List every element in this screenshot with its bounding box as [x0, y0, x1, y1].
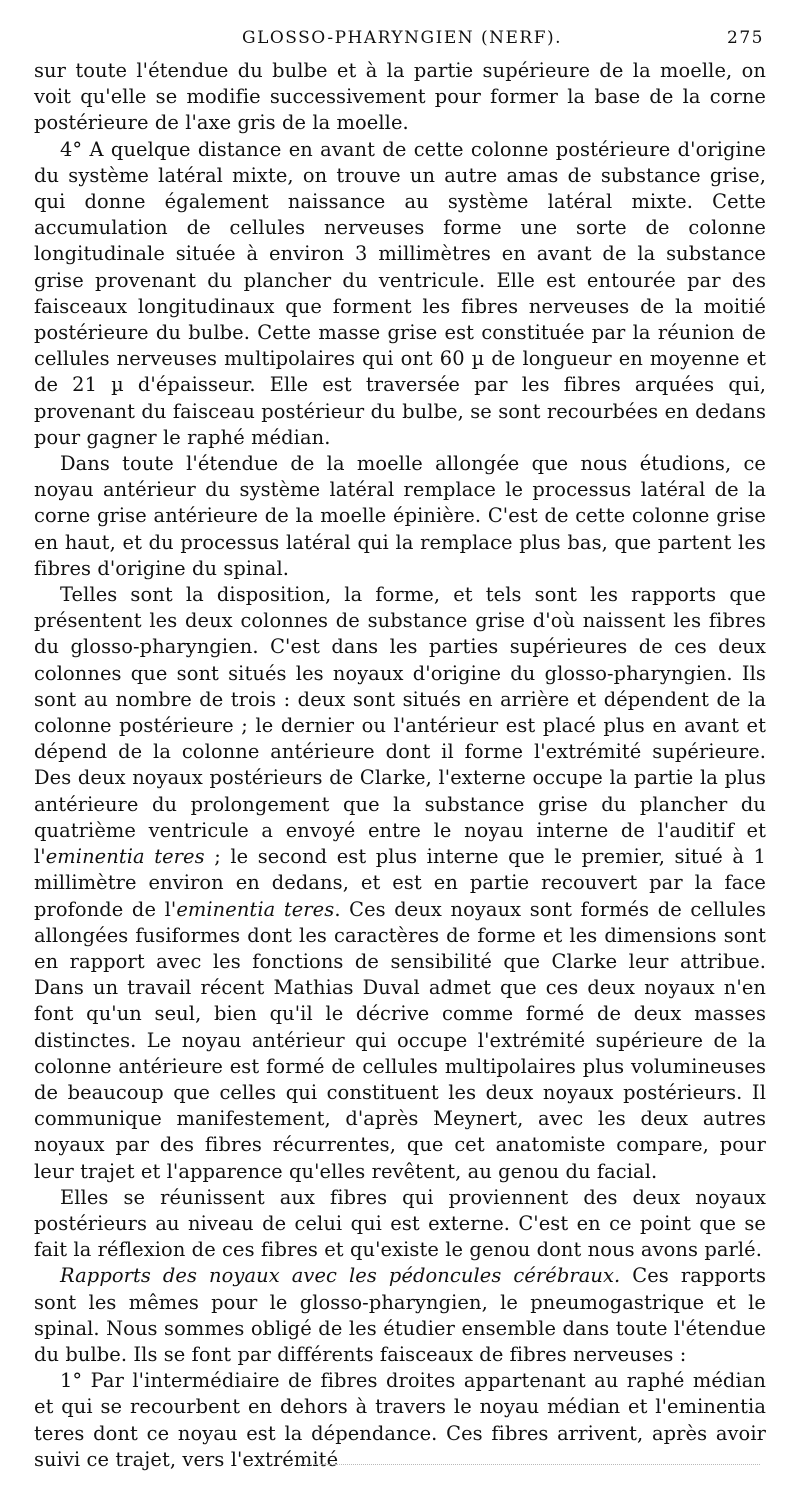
- bottom-dotted-rule: [300, 1464, 760, 1465]
- paragraph-4: [34, 582, 766, 1185]
- body-text: [34, 58, 766, 1473]
- paragraph-7: 1° Par l'intermédiaire de fibres droites appartenant au raphé médian et qui se recourbent en dehors à travers le noyau médian et l'eminentia teres dont ce noyau est la dépendance. Ces fibres arrivent, après avoir suivi ce trajet, vers l'extrémité: [34, 1369, 766, 1471]
- paragraph-4-part-2: ; le second est plus interne que le premier, situé à 1 millimètre environ en dedans, et est en partie recouvert par la face profonde de l': [34, 845, 766, 921]
- paragraph-4-part-1: Telles sont la disposition, la forme, et tels sont les rapports que présentent les deux colonnes de substance grise d'où naissent les fibres du glosso-pharyngien. C'est dans les parties supérieures de ces deux colonnes que sont situés les noyaux d'origine du glosso-pharyngien. Ils sont au nombre de trois : deux sont situés en arrière et dépendent de la colonne postérieure ; le dernier ou l'antérieur est placé plus en avant et dépend de la colonne antérieure dont il forme l'extrémité supérieure. Des deux noyaux postérieurs de Clarke, l'externe occupe la partie la plus antérieure du prolongement que la substance grise du plancher du quatrième ventricule a envoyé entre le noyau interne de l'auditif et l': [34, 583, 766, 869]
- paragraph-6-text: Ces rapports sont les mêmes pour le glosso-pharyngien, le pneumogastrique et le spinal. Nous sommes obligé de les étudier ensemble dans toute l'étendue du bulbe. Ils se font par différents faisceaux de fibres nerveuses :: [34, 1264, 767, 1366]
- paragraph-5: Elles se réunissent aux fibres qui proviennent des deux noyaux postérieurs au niveau de celui qui est externe. C'est en ce point que se fait la réflexion de ces fibres et qu'existe le genou dont nous avons parlé.: [34, 1185, 766, 1262]
- section-heading-rapports: Rapports des noyaux avec les pédoncules cérébraux.: [60, 1264, 621, 1288]
- running-title: GLOSSO-PHARYNGIEN (NERF).: [242, 28, 563, 48]
- page-number: 275: [727, 28, 764, 48]
- paragraph-4-part-3: . Ces deux noyaux sont formés de cellules allongées fusiformes dont les caractères de forme et les dimensions sont en rapport avec les fonctions de sensibilité que Clarke leur attribue. Dans un travail récent Mathias Duval admet que ces deux noyaux n'en font qu'un seul, bien qu'il le décrive comme formé de deux masses distinctes. Le noyau antérieur qui occupe l'extrémité supérieure de la colonne antérieure est formé de cellules multipolaires plus volumineuses de beaucoup que celles qui constituent les deux noyaux postérieurs. Il communique manifestement, d'après Meynert, avec les deux autres noyaux par des fibres récurrentes, que cet anatomiste compare, pour leur trajet et l'apparence qu'elles revêtent, au genou du facial.: [34, 897, 767, 1183]
- running-head: [34, 28, 766, 58]
- paragraph-1: sur toute l'étendue du bulbe et à la partie supérieure de la moelle, on voit qu'elle se modifie successivement pour former la base de la corne postérieure de l'axe gris de la moelle.: [34, 59, 766, 135]
- italic-term-eminentia-teres-1: eminentia teres: [45, 845, 205, 869]
- italic-term-eminentia-teres-2: eminentia teres: [176, 897, 335, 921]
- paragraph-3: Dans toute l'étendue de la moelle allongée que nous étudions, ce noyau antérieur du système latéral remplace le processus latéral de la corne grise antérieure de la moelle épinière. C'est de cette colonne grise en haut, et du processus latéral qui la remplace plus bas, que partent les fibres d'origine du spinal.: [34, 452, 766, 580]
- book-page: [34, 28, 766, 1473]
- paragraph-6: [34, 1263, 766, 1368]
- paragraph-2: 4° A quelque distance en avant de cette colonne postérieure d'origine du système latéral mixte, on trouve un autre amas de substance grise, qui donne également naissance au système latéral mixte. Cette accumulation de cellules nerveuses forme une sorte de colonne longitudinale située à environ 3 millimètres en avant de la substance grise provenant du plancher du ventricule. Elle est entourée par des faisceaux longitudinaux que forment les fibres nerveuses de la moitié postérieure du bulbe. Cette masse grise est constituée par la réunion de cellules nerveuses multipolaires qui ont 60 µ de longueur en moyenne et de 21 µ d'épaisseur. Elle est traversée par les fibres arquées qui, provenant du faisceau postérieur du bulbe, se sont recourbées en dedans pour gagner le raphé médian.: [34, 137, 766, 449]
